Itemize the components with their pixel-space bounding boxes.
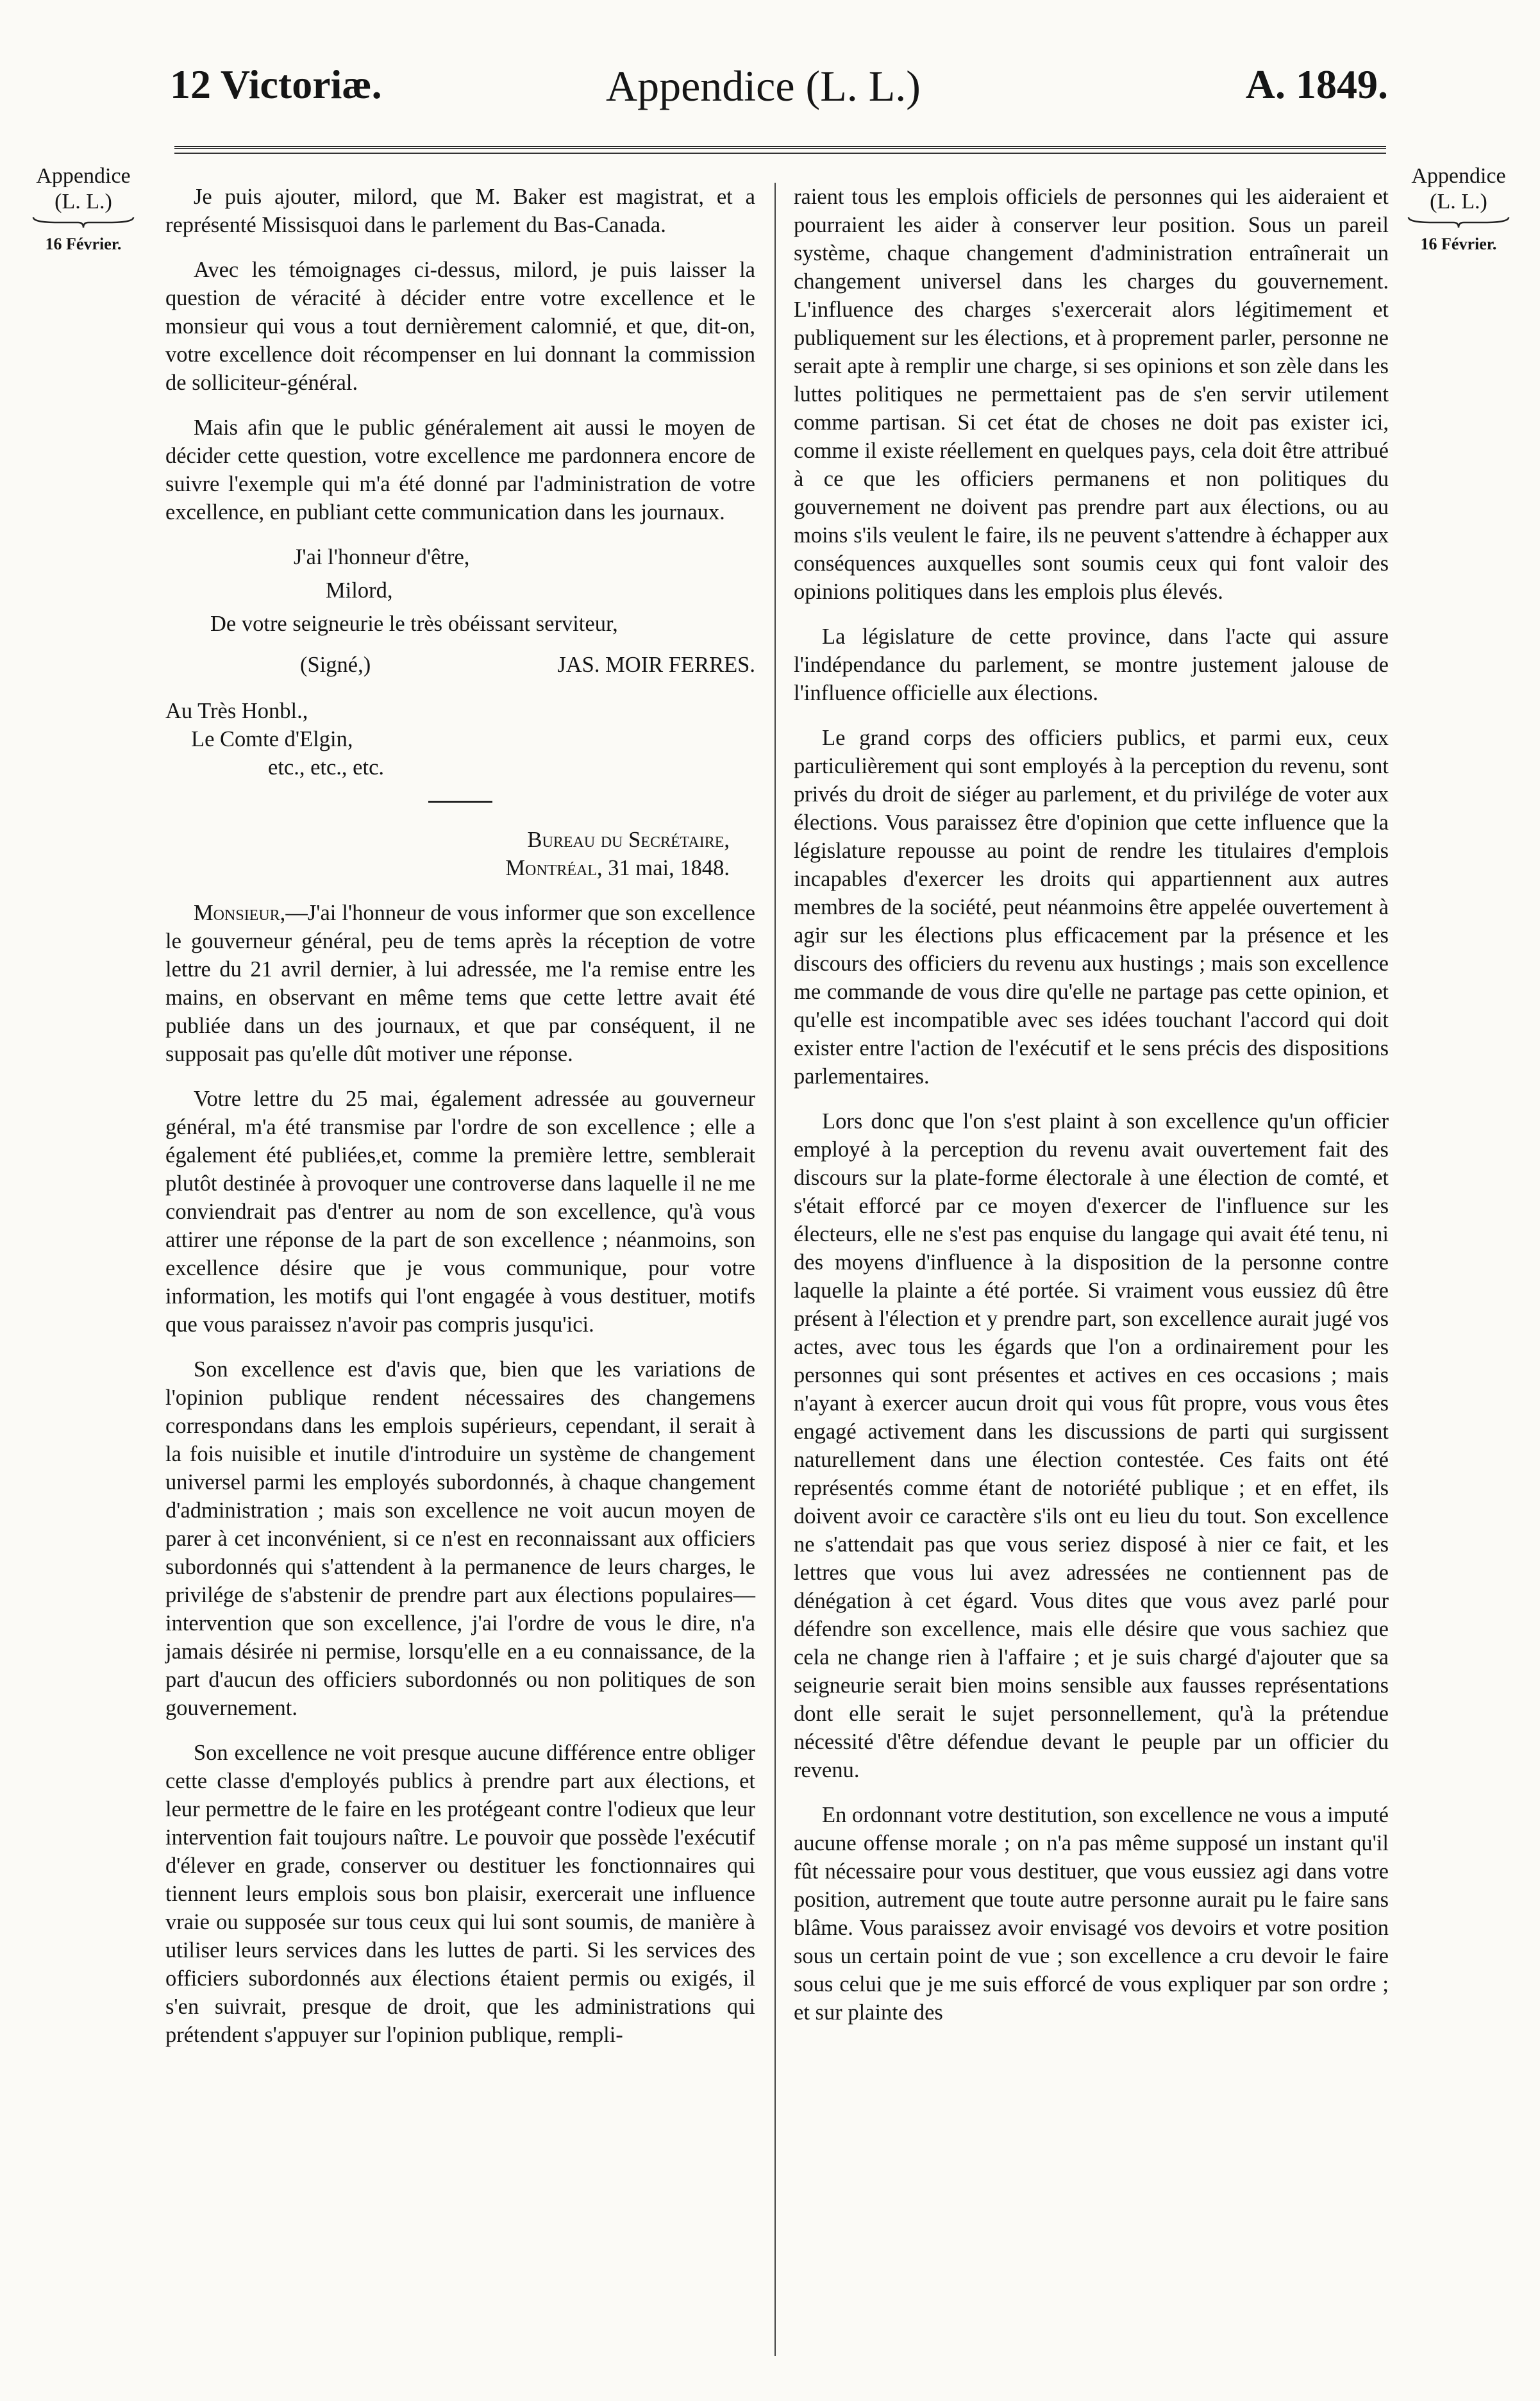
right-column — [794, 183, 1389, 2043]
signed-label: (Signé,) — [300, 653, 371, 677]
paragraph: Avec les témoignages ci-dessus, milord, je puis laisser la question de véracité à décider entre votre excellence et le monsieur qui vous a tout dernièrement calomnié, et que, dit-on, votre excellence doit récompenser en lui donnant la commission de solliciteur-général. — [165, 258, 755, 395]
section-rule — [428, 801, 492, 803]
running-header — [170, 61, 1388, 125]
paragraph: Son excellence est d'avis que, bien que les variations de l'opinion publique rendent nécessaires des changemens correspondans dans les emplois supérieurs, cependant, il serait à la fois nuisible et inutile d'introduire un système de changement universel parmi les employés subordonnés, à chaque changement d'administration ; mais son excellence ne voit aucun moyen de parer à cet inconvénient, si ce n'est en reconnaissant aux officiers subordonnés qui s'attendent à la permanence de leurs charges, le privilége de s'abstenir de prendre part aux élections populaires—intervention que son excellence, j'ai l'ordre de vous le dire, n'a jamais désirée ni permise, lorsqu'elle en a eu connaissance, de la part d'aucun des officiers subordonnés ou non politiques de son gouvernement. — [165, 1357, 755, 1720]
paragraph: Le grand corps des officiers publics, et parmi eux, ceux particulièrement qui sont employés à la perception du revenu, sont privés du droit de siéger au parlement, et du privilége de voter aux élections. Vous paraissez être d'opinion que cette influence que la législature repousse au point de rendre les titulaires d'emplois incapables d'exercer les droits qui appartiennent aux autres membres de la société, peut néanmoins être appelée ouvertement à agir sur les élections plus efficacement par la présence et les discours des officiers du revenu aux hustings ; mais son excellence me commande de vous dire qu'elle ne partage pas cette opinion, et qu'elle est incompatible avec ses idées touchant l'accord qui doit exister entre l'action de l'exécutif et le sens précis des dispositions parlementaires. — [794, 726, 1389, 1089]
margin-note-left — [29, 163, 138, 257]
signature-row — [165, 651, 755, 679]
margin-date: 16 Février. — [45, 235, 122, 253]
header-appendix: Appendice (L. L.) — [606, 62, 921, 110]
paragraph: Votre lettre du 25 mai, également adressée au gouverneur général, m'a été transmise par l'ordre de son excellence ; elle a également été publiées,et, comme la première lettre, semblerait plutôt destinée à provoquer une controverse dans laquelle il ne me conviendrait pas d'entrer au nom de son excellence, qu'à vous attirer une réponse de la part de son excellence ; néanmoins, son excellence désire que je vous communique, pour votre information, les motifs qui l'ont engagée à vous destituer, motifs que vous paraissez n'avoir pas compris jusqu'ici. — [165, 1087, 755, 1337]
column-divider — [774, 183, 776, 2356]
bureau-place-date — [165, 854, 730, 882]
margin-ref: (L. L.) — [54, 190, 112, 213]
paragraph: La législature de cette province, dans l'acte qui assure l'indépendance du parlement, se montre justement jalouse de l'influence officielle aux élections. — [794, 624, 1389, 705]
closing-line: De votre seigneurie le très obéissant serviteur, — [210, 612, 618, 636]
bureau-name: Bureau du Secrétaire, — [527, 828, 730, 852]
bureau-date: 31 mai, 1848. — [608, 856, 730, 880]
paragraph: En ordonnant votre destitution, son excellence ne vous a imputé aucune offense morale ; on n'a pas même supposé un instant qu'il fût nécessaire pour vous destituer, que vous eussiez agi dans votre position, autrement que toute autre personne aurait pu le faire sans blâme. Vous paraissez avoir envisagé vos devoirs et votre position sous un certain point de vue ; son excellence a cru devoir le faire sous celui que je me suis efforcé de vous expliquer par son ordre ; et sur plainte des — [794, 1803, 1389, 2025]
addressee-line: Le Comte d'Elgin, — [191, 727, 353, 751]
letter-heading — [165, 826, 730, 882]
margin-label: Appendice — [1411, 164, 1506, 188]
closing-line: Milord, — [326, 578, 393, 603]
margin-date: 16 Février. — [1420, 235, 1497, 253]
addressee — [165, 697, 755, 782]
paragraph: Je puis ajouter, milord, que M. Baker est magistrat, et a représenté Missisquoi dans le parlement du Bas-Canada. — [165, 185, 755, 237]
margin-label: Appendice — [36, 164, 131, 188]
signer-name: JAS. MOIR FERRES. — [557, 653, 755, 677]
paragraph: raient tous les emplois officiels de personnes qui les aideraient et pourraient les aider à conserver leur position. Sous un pareil système, chaque changement d'administration entraînerait un changement universel dans les charges du gouvernement. L'influence des charges s'exercerait alors légitimement et publiquement sur les élections, et à proprement parler, personne ne serait apte à remplir une charge, si ses opinions et son zèle dans les luttes politiques ne permettaient pas de s'en servir utilement comme partisan. Si cet état de choses ne doit pas exister ici, comme il existe réellement en quelques pays, cela doit être attribué à ce que les officiers permanens et non politiques du gouvernement ne doivent pas prendre part aux élections, ou au moins s'ils veulent le faire, ils ne peuvent s'attendre à échapper aux conséquences auxquelles sont soumis ceux qui font valoir des opinions politiques dans les emplois plus élevés. — [794, 185, 1389, 604]
left-column — [165, 183, 755, 2066]
header-year: A. 1849. — [1245, 62, 1388, 107]
paragraph — [165, 899, 755, 1068]
margin-note-right — [1404, 163, 1513, 257]
brace-icon — [1407, 216, 1510, 229]
paragraph: Mais afin que le public généralement ait aussi le moyen de décider cette question, votre excellence me pardonnera encore de suivre l'exemple qui m'a été donné par l'administration de votre excellence, en publiant cette communication dans les journaux. — [165, 415, 755, 524]
brace-icon — [32, 216, 135, 229]
margin-ref: (L. L.) — [1430, 190, 1487, 213]
paragraph-text: —J'ai l'honneur de vous informer que son excellence le gouverneur général, peu de tems après la réception de votre lettre du 21 avril dernier, à lui adressée, me l'a remise entre les mains, en observant en même tems que cette lettre avait été publiée dans un des journaux, et que par conséquent, il ne supposait pas qu'elle dût motiver une réponse. — [165, 901, 755, 1066]
addressee-line: Au Très Honbl., — [165, 699, 308, 723]
header-session: 12 Victoriæ. — [170, 62, 382, 107]
salutation: Monsieur, — [194, 901, 286, 925]
paragraph: Lors donc que l'on s'est plaint à son excellence qu'un officier employé à la perception du revenu avait ouvertement fait des discours sur la plate-forme électorale à une élection de comté, et s'était efforcé par ce moyen d'exercer de l'influence sur les électeurs, elle ne s'est pas enquise du langage qui avait été tenu, ni des moyens d'influence à la disposition de la personne contre laquelle la plainte a été portée. Si vraiment vous eussiez dû être présent à l'élection et y prendre part, son excellence aurait jugé vos actes, avec tous les égards que l'on a ordinairement pour les personnes qui sont présentes et actives en ces occasions ; mais n'ayant à exercer aucun droit qui vous fût propre, vous vous êtes engagé activement dans les discussions de parti qui surgissent naturellement dans une élection contestée. Ces faits ont été représentés comme étant de notoriété publique ; et en effet, ils doivent avoir ce caractère s'ils ont eu lieu du tout. Son excellence ne s'attendait pas que vous seriez disposé à nier ce fait, et les lettres que vous lui avez adressées ne contiennent pas de dénégation à cet égard. Vous dites que vous avez parlé pour défendre son excellence, mais elle désire que vous sachiez que cela ne change rien à l'affaire ; et je suis chargé d'ajouter que sa seigneurie serait bien moins sensible aux fausses représentations dont elle serait le sujet personnellement, qu'à la prétendue nécessité d'être défendue devant le peuple par un officier du revenu. — [794, 1109, 1389, 1782]
header-rule — [174, 146, 1386, 154]
bureau-city: Montréal, — [505, 856, 603, 880]
closing-line: J'ai l'honneur d'être, — [294, 545, 470, 569]
addressee-line: etc., etc., etc. — [268, 755, 385, 780]
paragraph: Son excellence ne voit presque aucune différence entre obliger cette classe d'employés publics à prendre part aux élections, et leur permettre de le faire en les protégeant contre l'odieux que leur intervention fait toujours naître. Le pouvoir que possède l'exécutif d'élever en grade, conserver ou destituer les fonctionnaires qui tiennent leurs emplois sous bon plaisir, exercerait une influence vraie ou supposée sur tous ceux qui lui sont soumis, de manière à utiliser leurs services dans les luttes de parti. Si les services des officiers subordonnés aux élections étaient permis ou exigés, il s'en suivrait, presque de droit, que les administrations qui prétendent s'appuyer sur l'opinion publique, rempli- — [165, 1741, 755, 2047]
